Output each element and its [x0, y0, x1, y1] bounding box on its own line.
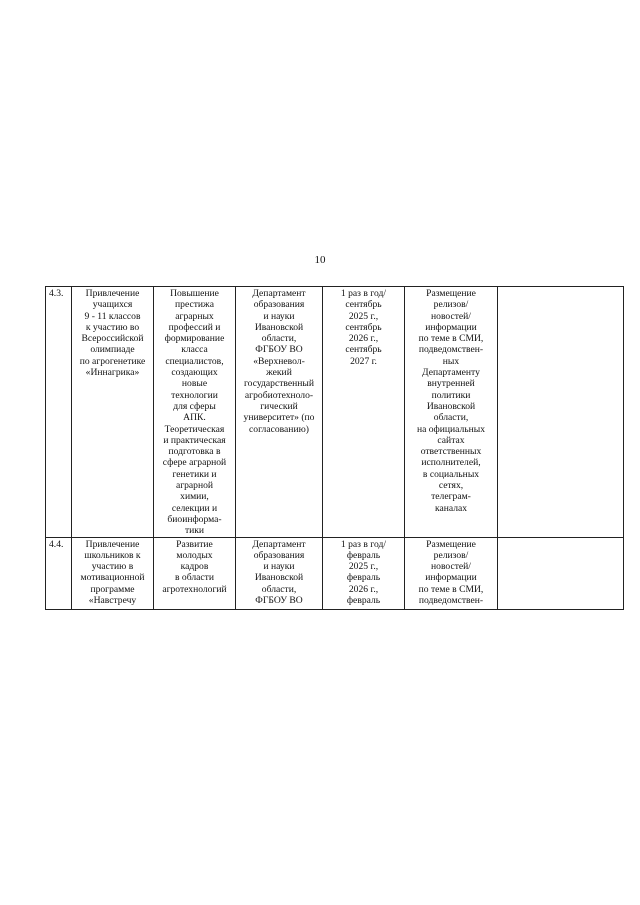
activity-executor: Департамент образования и науки Ивановской области, ФГБОУ ВО: [236, 537, 323, 609]
activity-info-support: Размещение релизов/ новостей/ информации по теме в СМИ, подведомствен-: [405, 537, 498, 609]
row-number: 4.3.: [46, 287, 72, 538]
activity-note: [498, 537, 624, 609]
activities-table: [45, 286, 624, 610]
table-row: [46, 287, 624, 538]
row-number: 4.4.: [46, 537, 72, 609]
page-number: 10: [314, 254, 326, 266]
activity-info-support: Размещение релизов/ новостей/ информации по теме в СМИ, подведомствен- ных Департаменту внутренней политики Ивановской области, на официальных сайтах ответственных исполнителей, в социальных сетях, телеграм- каналах: [405, 287, 498, 538]
activity-note: [498, 287, 624, 538]
activity-executor: Департамент образования и науки Ивановской области, ФГБОУ ВО «Верхневол- жекий государственный агробиотехноло- гический университет» (по согласованию): [236, 287, 323, 538]
activity-name: Привлечение учащихся 9 - 11 классов к участию во Всероссийской олимпиаде по агрогенетике «Иннагрика»: [72, 287, 154, 538]
activity-goal: Повышение престижа аграрных профессий и формирование класса специалистов, создающих новые технологии для сферы АПК. Теоретическая и практическая подготовка в сфере аграрной генетики и аграрной химии, селекции и биоинформа- тики: [154, 287, 236, 538]
activity-term: 1 раз в год/ февраль 2025 г., февраль 2026 г., февраль: [323, 537, 405, 609]
table-row: [46, 537, 624, 609]
activity-term: 1 раз в год/ сентябрь 2025 г., сентябрь 2026 г., сентябрь 2027 г.: [323, 287, 405, 538]
activity-name: Привлечение школьников к участию в мотивационной программе «Навстречу: [72, 537, 154, 609]
activity-goal: Развитие молодых кадров в области агротехнологий: [154, 537, 236, 609]
